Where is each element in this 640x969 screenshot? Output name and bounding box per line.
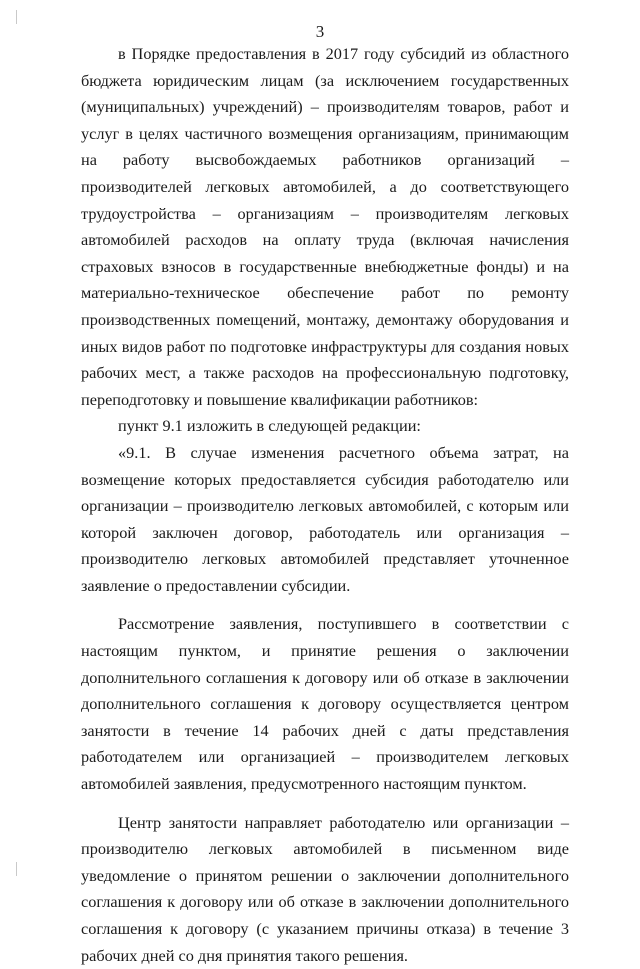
paragraph-spacer [81, 599, 569, 611]
scan-margin-mark [16, 862, 17, 876]
document-body [81, 41, 569, 969]
paragraph-procedure-amendment: в Порядке предоставления в 2017 году субсидий из областного бюджета юридическим лицам (за исключением государственных (муниципальных) учреждений) – производителям товаров, работ и услуг в целях частичного возмещения организациям, принимающим на работу высвобождаемых работников организаций – производителей легковых автомобилей, а до соответствующего трудоустройства – организациям – производителям легковых автомобилей расходов на оплату труда (включая начисления страховых взносов в государственные внебюджетные фонды) и на материально-техническое обеспечение работ по ремонту производственных помещений, монтажу, демонтажу оборудования и иных видов работ по подготовке инфраструктуры для создания новых рабочих мест, а также расходов на профессиональную подготовку, переподготовку и повышение квалификации работников: [81, 44, 569, 409]
paragraph-clause-9-1: «9.1. В случае изменения расчетного объема затрат, на возмещение которых предоставляется субсидия работодателю или организации – производителю легковых автомобилей, с которым или которой заключен договор, работодатель или организация – производителю легковых автомобилей представляет уточненное заявление о предоставлении субсидии. [81, 442, 569, 595]
paragraph-application-review: Рассмотрение заявления, поступившего в соответствии с настоящим пунктом, и принятие решения о заключении дополнительного соглашения к договору или об отказе в заключении дополнительного соглашения к договору осуществляется центром занятости в течение 14 рабочих дней с даты представления работодателем или организацией – производителем легковых автомобилей заявления, предусмотренного настоящим пунктом. [81, 614, 569, 794]
page-number: 3 [315, 22, 325, 41]
paragraph-clause-instruction: пункт 9.1 изложить в следующей редакции: [118, 416, 421, 436]
paragraph-spacer [81, 798, 569, 810]
paragraph-employment-center-notice: Центр занятости направляет работодателю или организации – производителю легковых автомобилей в письменном виде уведомление о принятом решении о заключении дополнительного соглашения к договору или об отказе в заключении дополнительного соглашения к договору (с указанием причины отказа) в течение 3 рабочих дней со дня принятия такого решения. [81, 812, 569, 965]
